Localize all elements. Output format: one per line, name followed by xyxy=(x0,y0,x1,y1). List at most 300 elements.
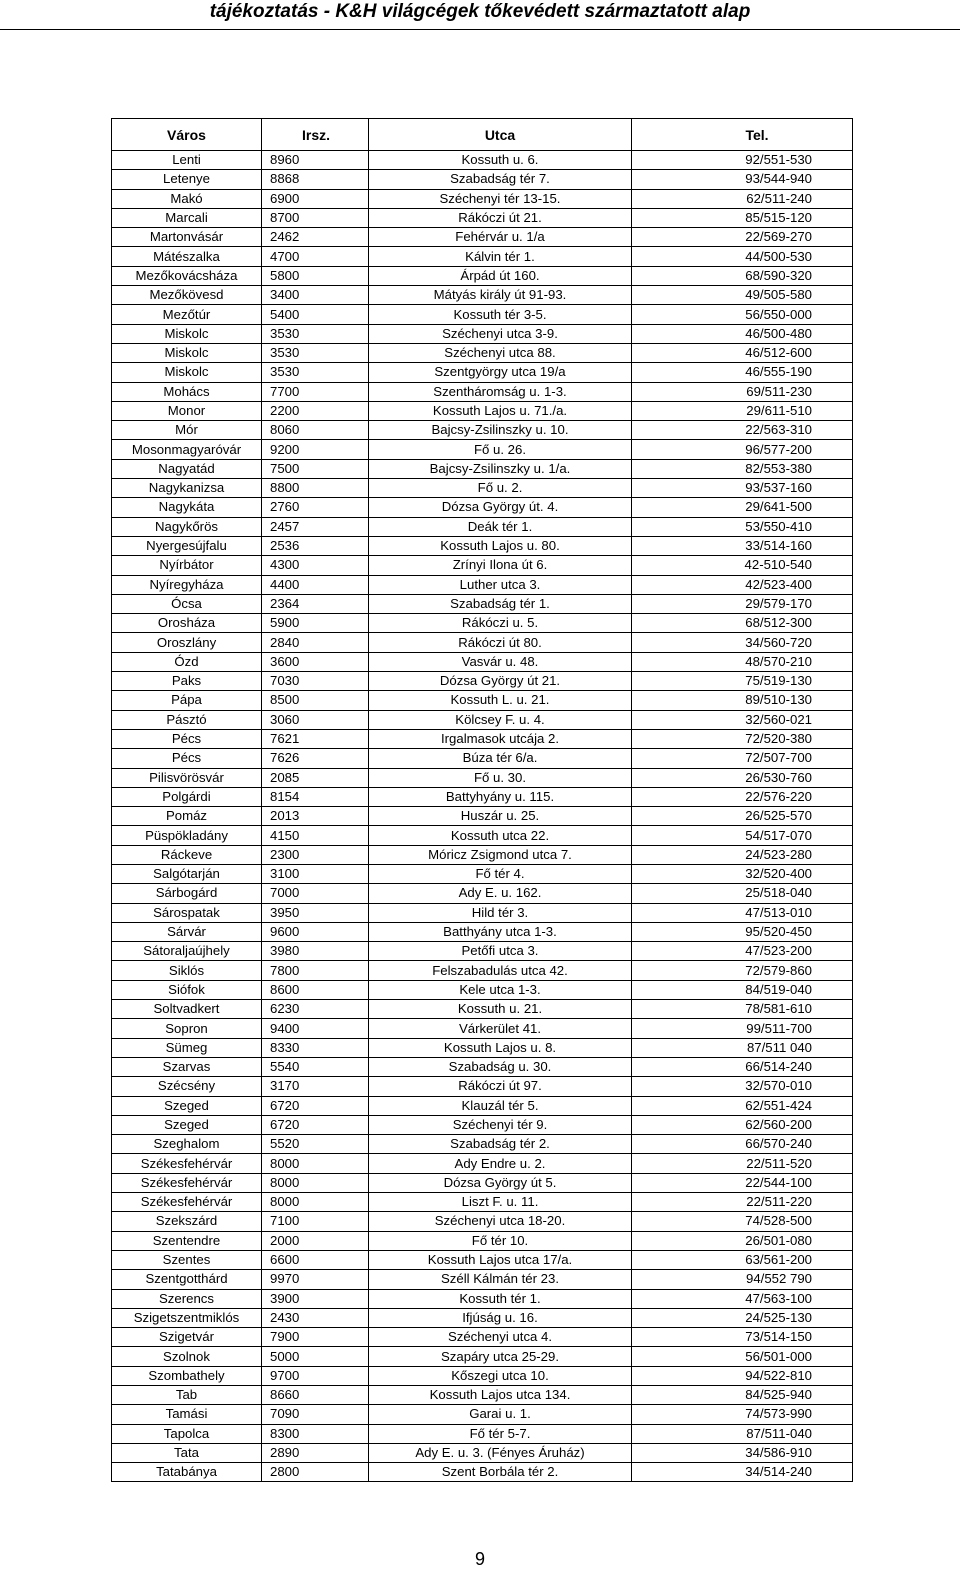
column-header-phone: Tel. xyxy=(632,119,853,151)
cell-city: Paks xyxy=(112,672,262,691)
cell-street: Ady Endre u. 2. xyxy=(369,1154,632,1173)
cell-street: Szabadság tér 1. xyxy=(369,594,632,613)
cell-phone: 34/586-910 xyxy=(632,1443,853,1462)
cell-city: Mezőtúr xyxy=(112,305,262,324)
table-row xyxy=(112,1405,853,1424)
cell-street: Szabadság u. 30. xyxy=(369,1057,632,1076)
cell-street: Fő u. 26. xyxy=(369,440,632,459)
cell-zip: 3980 xyxy=(262,942,369,961)
cell-city: Szeged xyxy=(112,1115,262,1134)
table-row xyxy=(112,942,853,961)
cell-phone: 48/570-210 xyxy=(632,652,853,671)
cell-zip: 7100 xyxy=(262,1212,369,1231)
table-row xyxy=(112,575,853,594)
table-row xyxy=(112,1443,853,1462)
cell-phone: 94/552 790 xyxy=(632,1270,853,1289)
cell-street: Szent Borbála tér 2. xyxy=(369,1463,632,1482)
cell-city: Székesfehérvár xyxy=(112,1173,262,1192)
cell-street: Kossuth Lajos u. 80. xyxy=(369,536,632,555)
cell-city: Székesfehérvár xyxy=(112,1154,262,1173)
cell-zip: 4150 xyxy=(262,826,369,845)
cell-phone: 62/560-200 xyxy=(632,1115,853,1134)
cell-zip: 2457 xyxy=(262,517,369,536)
table-row xyxy=(112,633,853,652)
cell-zip: 9200 xyxy=(262,440,369,459)
cell-phone: 22/544-100 xyxy=(632,1173,853,1192)
table-row xyxy=(112,286,853,305)
table-row xyxy=(112,1173,853,1192)
cell-street: Bajcsy-Zsilinszky u. 10. xyxy=(369,421,632,440)
cell-phone: 85/515-120 xyxy=(632,208,853,227)
cell-zip: 5520 xyxy=(262,1135,369,1154)
cell-phone: 72/579-860 xyxy=(632,961,853,980)
cell-street: Széchenyi tér 13-15. xyxy=(369,189,632,208)
cell-city: Mátészalka xyxy=(112,247,262,266)
cell-city: Sárospatak xyxy=(112,903,262,922)
cell-city: Pécs xyxy=(112,749,262,768)
cell-zip: 4400 xyxy=(262,575,369,594)
cell-street: Széll Kálmán tér 23. xyxy=(369,1270,632,1289)
cell-zip: 8800 xyxy=(262,479,369,498)
table-row xyxy=(112,1328,853,1347)
cell-phone: 24/525-130 xyxy=(632,1308,853,1327)
table-row xyxy=(112,1019,853,1038)
cell-phone: 25/518-040 xyxy=(632,884,853,903)
table-row xyxy=(112,479,853,498)
cell-phone: 22/511-520 xyxy=(632,1154,853,1173)
table-row xyxy=(112,1250,853,1269)
cell-street: Széchenyi utca 88. xyxy=(369,343,632,362)
cell-street: Ady E. u. 3. (Fényes Áruház) xyxy=(369,1443,632,1462)
cell-phone: 34/514-240 xyxy=(632,1463,853,1482)
cell-street: Bajcsy-Zsilinszky u. 1/a. xyxy=(369,459,632,478)
cell-phone: 66/570-240 xyxy=(632,1135,853,1154)
cell-city: Ócsa xyxy=(112,594,262,613)
table-row xyxy=(112,401,853,420)
cell-street: Huszár u. 25. xyxy=(369,807,632,826)
cell-city: Miskolc xyxy=(112,343,262,362)
cell-phone: 84/519-040 xyxy=(632,980,853,999)
cell-street: Kossuth L. u. 21. xyxy=(369,691,632,710)
table-row xyxy=(112,247,853,266)
cell-phone: 95/520-450 xyxy=(632,922,853,941)
cell-city: Székesfehérvár xyxy=(112,1193,262,1212)
cell-street: Fő tér 10. xyxy=(369,1231,632,1250)
cell-zip: 3950 xyxy=(262,903,369,922)
cell-phone: 29/611-510 xyxy=(632,401,853,420)
table-row xyxy=(112,1077,853,1096)
cell-street: Dózsa György út 21. xyxy=(369,672,632,691)
cell-street: Szentgyörgy utca 19/a xyxy=(369,363,632,382)
cell-street: Szapáry utca 25-29. xyxy=(369,1347,632,1366)
cell-zip: 8868 xyxy=(262,170,369,189)
cell-street: Kölcsey F. u. 4. xyxy=(369,710,632,729)
cell-street: Kossuth Lajos utca 17/a. xyxy=(369,1250,632,1269)
cell-zip: 3060 xyxy=(262,710,369,729)
cell-city: Mosonmagyaróvár xyxy=(112,440,262,459)
cell-zip: 5900 xyxy=(262,614,369,633)
cell-street: Ady E. u. 162. xyxy=(369,884,632,903)
cell-street: Rákóczi u. 5. xyxy=(369,614,632,633)
table-row xyxy=(112,536,853,555)
cell-street: Felszabadulás utca 42. xyxy=(369,961,632,980)
cell-street: Rákóczi út 21. xyxy=(369,208,632,227)
cell-phone: 93/544-940 xyxy=(632,170,853,189)
cell-city: Mór xyxy=(112,421,262,440)
cell-city: Szécsény xyxy=(112,1077,262,1096)
cell-phone: 87/511 040 xyxy=(632,1038,853,1057)
cell-city: Sárvár xyxy=(112,922,262,941)
cell-zip: 2536 xyxy=(262,536,369,555)
cell-city: Siklós xyxy=(112,961,262,980)
cell-city: Sopron xyxy=(112,1019,262,1038)
cell-phone: 82/553-380 xyxy=(632,459,853,478)
cell-zip: 2000 xyxy=(262,1231,369,1250)
cell-phone: 42-510-540 xyxy=(632,556,853,575)
cell-city: Salgótarján xyxy=(112,864,262,883)
branch-directory-table xyxy=(111,118,853,1482)
table-row xyxy=(112,1038,853,1057)
cell-city: Szarvas xyxy=(112,1057,262,1076)
cell-city: Tamási xyxy=(112,1405,262,1424)
table-row xyxy=(112,1057,853,1076)
cell-zip: 3400 xyxy=(262,286,369,305)
cell-zip: 8960 xyxy=(262,151,369,170)
table-row xyxy=(112,594,853,613)
cell-city: Sárbogárd xyxy=(112,884,262,903)
cell-street: Móricz Zsigmond utca 7. xyxy=(369,845,632,864)
table-row xyxy=(112,517,853,536)
table-row xyxy=(112,768,853,787)
cell-city: Szigetszentmiklós xyxy=(112,1308,262,1327)
table-row xyxy=(112,459,853,478)
cell-zip: 7090 xyxy=(262,1405,369,1424)
cell-city: Püspökladány xyxy=(112,826,262,845)
table-row xyxy=(112,498,853,517)
table-row xyxy=(112,807,853,826)
table-row xyxy=(112,343,853,362)
cell-city: Nyíregyháza xyxy=(112,575,262,594)
cell-zip: 7700 xyxy=(262,382,369,401)
cell-city: Szentendre xyxy=(112,1231,262,1250)
cell-zip: 3600 xyxy=(262,652,369,671)
cell-phone: 78/581-610 xyxy=(632,1000,853,1019)
table-row xyxy=(112,922,853,941)
cell-city: Pásztó xyxy=(112,710,262,729)
cell-zip: 2760 xyxy=(262,498,369,517)
cell-street: Széchenyi utca 3-9. xyxy=(369,324,632,343)
table-row xyxy=(112,672,853,691)
cell-phone: 32/560-021 xyxy=(632,710,853,729)
cell-city: Mohács xyxy=(112,382,262,401)
cell-phone: 29/641-500 xyxy=(632,498,853,517)
cell-street: Fehérvár u. 1/a xyxy=(369,228,632,247)
cell-city: Sátoraljaújhely xyxy=(112,942,262,961)
cell-zip: 8000 xyxy=(262,1173,369,1192)
cell-city: Tapolca xyxy=(112,1424,262,1443)
table-row xyxy=(112,710,853,729)
cell-street: Széchenyi utca 18-20. xyxy=(369,1212,632,1231)
cell-city: Nagykanizsa xyxy=(112,479,262,498)
cell-phone: 22/563-310 xyxy=(632,421,853,440)
table-row xyxy=(112,556,853,575)
cell-phone: 74/573-990 xyxy=(632,1405,853,1424)
cell-zip: 2085 xyxy=(262,768,369,787)
cell-zip: 7621 xyxy=(262,729,369,748)
table-row xyxy=(112,324,853,343)
table-row xyxy=(112,170,853,189)
cell-zip: 9970 xyxy=(262,1270,369,1289)
cell-city: Nyergesújfalu xyxy=(112,536,262,555)
cell-zip: 9700 xyxy=(262,1366,369,1385)
cell-street: Ifjúság u. 16. xyxy=(369,1308,632,1327)
cell-zip: 3900 xyxy=(262,1289,369,1308)
table-row xyxy=(112,1154,853,1173)
cell-street: Fő u. 2. xyxy=(369,479,632,498)
cell-city: Szeghalom xyxy=(112,1135,262,1154)
cell-city: Tab xyxy=(112,1386,262,1405)
cell-street: Kossuth Lajos utca 134. xyxy=(369,1386,632,1405)
cell-zip: 7000 xyxy=(262,884,369,903)
cell-city: Tata xyxy=(112,1443,262,1462)
cell-zip: 2430 xyxy=(262,1308,369,1327)
table-row xyxy=(112,903,853,922)
cell-zip: 5540 xyxy=(262,1057,369,1076)
cell-zip: 2840 xyxy=(262,633,369,652)
table-row xyxy=(112,1289,853,1308)
cell-phone: 46/512-600 xyxy=(632,343,853,362)
cell-street: Árpád út 160. xyxy=(369,266,632,285)
cell-street: Kossuth u. 21. xyxy=(369,1000,632,1019)
cell-zip: 8500 xyxy=(262,691,369,710)
table-row xyxy=(112,961,853,980)
cell-city: Szigetvár xyxy=(112,1328,262,1347)
cell-phone: 69/511-230 xyxy=(632,382,853,401)
table-row xyxy=(112,228,853,247)
cell-city: Miskolc xyxy=(112,363,262,382)
table-row xyxy=(112,1096,853,1115)
cell-phone: 22/569-270 xyxy=(632,228,853,247)
table-row xyxy=(112,845,853,864)
cell-street: Dózsa György út 5. xyxy=(369,1173,632,1192)
cell-city: Siófok xyxy=(112,980,262,999)
cell-city: Pécs xyxy=(112,729,262,748)
cell-phone: 94/522-810 xyxy=(632,1366,853,1385)
cell-street: Széchenyi utca 4. xyxy=(369,1328,632,1347)
cell-city: Marcali xyxy=(112,208,262,227)
cell-zip: 3100 xyxy=(262,864,369,883)
cell-phone: 75/519-130 xyxy=(632,672,853,691)
cell-phone: 33/514-160 xyxy=(632,536,853,555)
cell-zip: 5400 xyxy=(262,305,369,324)
table-row xyxy=(112,440,853,459)
cell-zip: 2890 xyxy=(262,1443,369,1462)
table-row xyxy=(112,864,853,883)
cell-phone: 47/563-100 xyxy=(632,1289,853,1308)
cell-city: Tatabánya xyxy=(112,1463,262,1482)
cell-zip: 5000 xyxy=(262,1347,369,1366)
cell-zip: 6600 xyxy=(262,1250,369,1269)
table-row xyxy=(112,1115,853,1134)
cell-phone: 87/511-040 xyxy=(632,1424,853,1443)
cell-zip: 8060 xyxy=(262,421,369,440)
cell-phone: 73/514-150 xyxy=(632,1328,853,1347)
cell-street: Rákóczi út 80. xyxy=(369,633,632,652)
cell-phone: 62/551-424 xyxy=(632,1096,853,1115)
cell-street: Kossuth utca 22. xyxy=(369,826,632,845)
table-row xyxy=(112,266,853,285)
table-row xyxy=(112,1193,853,1212)
table-row xyxy=(112,363,853,382)
cell-city: Ózd xyxy=(112,652,262,671)
cell-street: Batthyány utca 1-3. xyxy=(369,922,632,941)
cell-phone: 29/579-170 xyxy=(632,594,853,613)
cell-city: Ráckeve xyxy=(112,845,262,864)
cell-phone: 74/528-500 xyxy=(632,1212,853,1231)
cell-phone: 32/570-010 xyxy=(632,1077,853,1096)
cell-zip: 2200 xyxy=(262,401,369,420)
cell-city: Letenye xyxy=(112,170,262,189)
cell-zip: 6900 xyxy=(262,189,369,208)
column-header-street: Utca xyxy=(369,119,632,151)
table-header xyxy=(112,119,853,151)
cell-phone: 53/550-410 xyxy=(632,517,853,536)
cell-city: Pápa xyxy=(112,691,262,710)
cell-phone: 89/510-130 xyxy=(632,691,853,710)
cell-phone: 56/550-000 xyxy=(632,305,853,324)
cell-zip: 3530 xyxy=(262,324,369,343)
cell-zip: 8330 xyxy=(262,1038,369,1057)
table-row xyxy=(112,1135,853,1154)
cell-street: Kossuth Lajos u. 71./a. xyxy=(369,401,632,420)
cell-city: Szentgotthárd xyxy=(112,1270,262,1289)
cell-phone: 47/523-200 xyxy=(632,942,853,961)
cell-street: Szentháromság u. 1-3. xyxy=(369,382,632,401)
table-row xyxy=(112,980,853,999)
cell-street: Kele utca 1-3. xyxy=(369,980,632,999)
cell-street: Zrínyi Ilona út 6. xyxy=(369,556,632,575)
cell-zip: 2300 xyxy=(262,845,369,864)
cell-zip: 8600 xyxy=(262,980,369,999)
cell-phone: 34/560-720 xyxy=(632,633,853,652)
column-header-zip: Irsz. xyxy=(262,119,369,151)
cell-zip: 8000 xyxy=(262,1193,369,1212)
cell-city: Oroszlány xyxy=(112,633,262,652)
cell-street: Rákóczi út 97. xyxy=(369,1077,632,1096)
cell-city: Monor xyxy=(112,401,262,420)
page-number: 9 xyxy=(474,1549,485,1569)
cell-city: Mezőkövesd xyxy=(112,286,262,305)
table-row xyxy=(112,151,853,170)
cell-zip: 2800 xyxy=(262,1463,369,1482)
cell-phone: 26/530-760 xyxy=(632,768,853,787)
table-row xyxy=(112,1463,853,1482)
cell-street: Fő u. 30. xyxy=(369,768,632,787)
table-row xyxy=(112,1231,853,1250)
cell-city: Nagykőrös xyxy=(112,517,262,536)
document-header: tájékoztatás - K&H világcégek tőkevédett származtatott alap xyxy=(0,0,960,30)
cell-phone: 47/513-010 xyxy=(632,903,853,922)
cell-phone: 26/525-570 xyxy=(632,807,853,826)
cell-street: Garai u. 1. xyxy=(369,1405,632,1424)
cell-phone: 66/514-240 xyxy=(632,1057,853,1076)
cell-street: Klauzál tér 5. xyxy=(369,1096,632,1115)
cell-street: Luther utca 3. xyxy=(369,575,632,594)
table-row xyxy=(112,1308,853,1327)
table-row xyxy=(112,1386,853,1405)
cell-phone: 96/577-200 xyxy=(632,440,853,459)
cell-zip: 6230 xyxy=(262,1000,369,1019)
cell-zip: 7800 xyxy=(262,961,369,980)
cell-city: Szeged xyxy=(112,1096,262,1115)
table-row xyxy=(112,749,853,768)
cell-zip: 8300 xyxy=(262,1424,369,1443)
cell-street: Széchenyi tér 9. xyxy=(369,1115,632,1134)
cell-zip: 5800 xyxy=(262,266,369,285)
cell-zip: 3530 xyxy=(262,343,369,362)
cell-city: Szolnok xyxy=(112,1347,262,1366)
table-row xyxy=(112,1424,853,1443)
cell-phone: 32/520-400 xyxy=(632,864,853,883)
cell-phone: 56/501-000 xyxy=(632,1347,853,1366)
table-row xyxy=(112,1212,853,1231)
cell-street: Búza tér 6/a. xyxy=(369,749,632,768)
table-row xyxy=(112,1270,853,1289)
cell-phone: 84/525-940 xyxy=(632,1386,853,1405)
cell-phone: 99/511-700 xyxy=(632,1019,853,1038)
cell-street: Kőszegi utca 10. xyxy=(369,1366,632,1385)
cell-city: Nagykáta xyxy=(112,498,262,517)
cell-city: Pilisvörösvár xyxy=(112,768,262,787)
cell-city: Lenti xyxy=(112,151,262,170)
cell-city: Szentes xyxy=(112,1250,262,1269)
cell-city: Miskolc xyxy=(112,324,262,343)
table-row xyxy=(112,189,853,208)
cell-street: Irgalmasok utcája 2. xyxy=(369,729,632,748)
table-row xyxy=(112,1347,853,1366)
cell-street: Kálvin tér 1. xyxy=(369,247,632,266)
table-row xyxy=(112,382,853,401)
cell-zip: 3530 xyxy=(262,363,369,382)
cell-street: Battyhyány u. 115. xyxy=(369,787,632,806)
cell-street: Mátyás király út 91-93. xyxy=(369,286,632,305)
cell-city: Szekszárd xyxy=(112,1212,262,1231)
cell-phone: 72/507-700 xyxy=(632,749,853,768)
cell-street: Kossuth tér 3-5. xyxy=(369,305,632,324)
cell-street: Liszt F. u. 11. xyxy=(369,1193,632,1212)
cell-zip: 2013 xyxy=(262,807,369,826)
table-row xyxy=(112,305,853,324)
cell-zip: 9600 xyxy=(262,922,369,941)
cell-phone: 22/511-220 xyxy=(632,1193,853,1212)
cell-street: Kossuth tér 1. xyxy=(369,1289,632,1308)
cell-street: Kossuth u. 6. xyxy=(369,151,632,170)
cell-zip: 7900 xyxy=(262,1328,369,1347)
cell-zip: 2364 xyxy=(262,594,369,613)
cell-zip: 7500 xyxy=(262,459,369,478)
cell-street: Vasvár u. 48. xyxy=(369,652,632,671)
cell-phone: 22/576-220 xyxy=(632,787,853,806)
cell-phone: 68/590-320 xyxy=(632,266,853,285)
cell-street: Kossuth Lajos u. 8. xyxy=(369,1038,632,1057)
cell-street: Várkerület 41. xyxy=(369,1019,632,1038)
cell-city: Sümeg xyxy=(112,1038,262,1057)
cell-street: Szabadság tér 7. xyxy=(369,170,632,189)
cell-city: Pomáz xyxy=(112,807,262,826)
cell-zip: 2462 xyxy=(262,228,369,247)
table-row xyxy=(112,884,853,903)
cell-street: Fő tér 4. xyxy=(369,864,632,883)
